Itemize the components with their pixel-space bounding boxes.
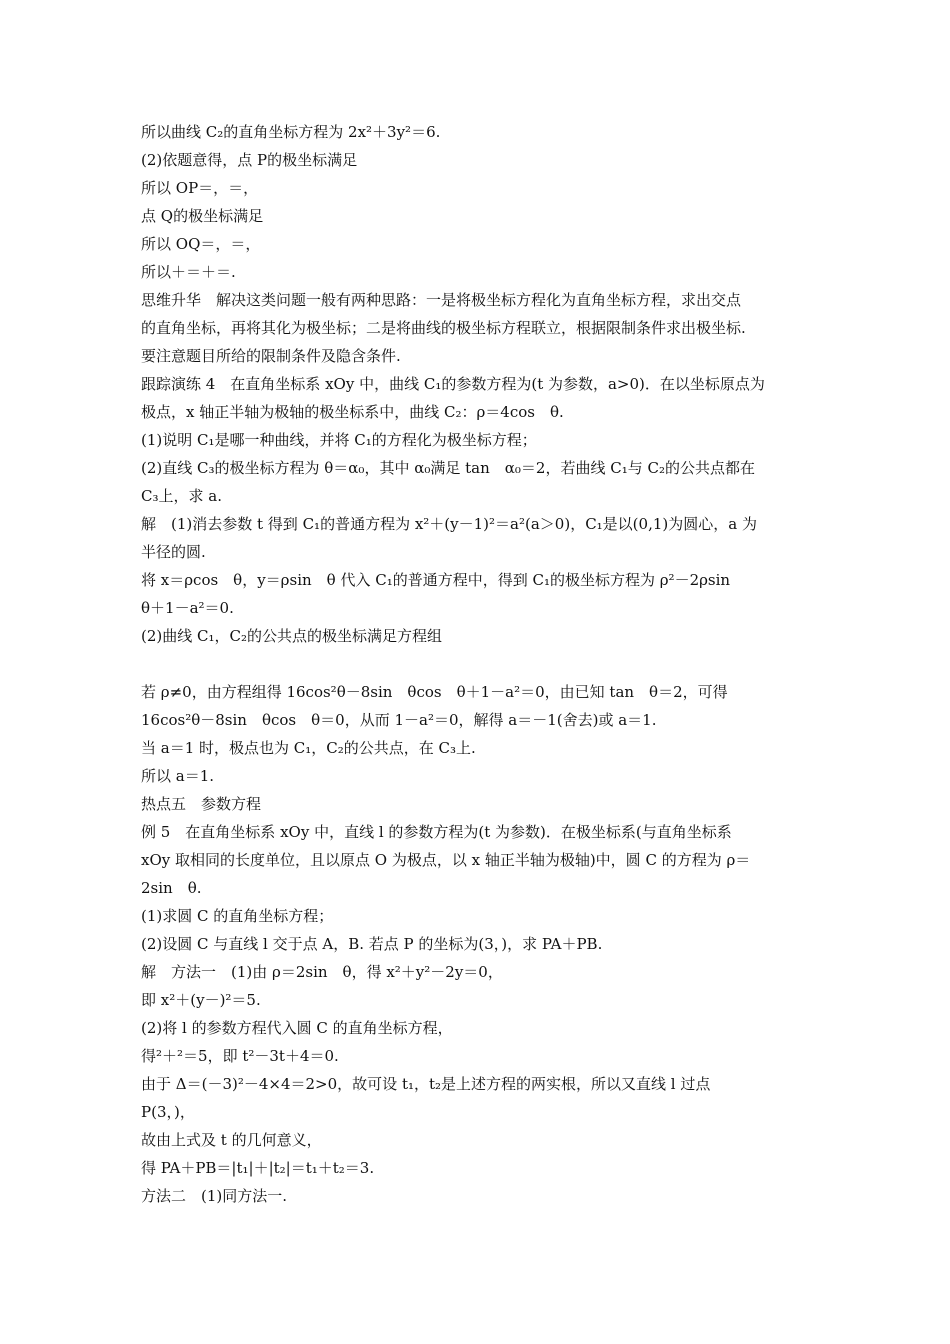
document-body bbox=[141, 118, 821, 1210]
text-line: 所以 a＝1. bbox=[141, 767, 215, 785]
text-line: 当 a＝1 时，极点也为 C₁，C₂的公共点，在 C₃上. bbox=[141, 739, 476, 757]
text-line bbox=[141, 650, 821, 678]
text-line: 即 x²＋(y－)²＝5. bbox=[141, 991, 261, 1009]
text-line: 例 5 在直角坐标系 xOy 中，直线 l 的参数方程为(t 为参数)．在极坐标系(与直角坐标系 bbox=[141, 823, 732, 841]
text-line: (2)依题意得，点 P的极坐标满足 bbox=[141, 151, 358, 169]
text-line: 16cos²θ－8sin θcos θ＝0，从而 1－a²＝0，解得 a＝－1(舍去)或 a＝1. bbox=[141, 711, 657, 729]
text-line: (2)直线 C₃的极坐标方程为 θ＝α₀，其中 α₀满足 tan α₀＝2，若曲线 C₁与 C₂的公共点都在 bbox=[141, 459, 755, 477]
text-line: xOy 取相同的长度单位，且以原点 O 为极点，以 x 轴正半轴为极轴)中，圆 C 的方程为 ρ＝ bbox=[141, 851, 751, 869]
text-line: 故由上式及 t 的几何意义， bbox=[141, 1131, 322, 1149]
text-line: (2)设圆 C 与直线 l 交于点 A，B. 若点 P 的坐标为(3，)，求 PA＋PB. bbox=[141, 935, 603, 953]
text-line: 得 PA＋PB＝|t₁|＋|t₂|＝t₁＋t₂＝3. bbox=[141, 1159, 375, 1177]
text-line: 2sin θ. bbox=[141, 879, 202, 897]
text-line: 得²＋²＝5，即 t²－3t＋4＝0. bbox=[141, 1047, 339, 1065]
text-line: 方法二 (1)同方法一. bbox=[141, 1187, 288, 1205]
text-line: 思维升华 解决这类问题一般有两种思路：一是将极坐标方程化为直角坐标方程，求出交点 bbox=[141, 291, 742, 309]
text-line: 要注意题目所给的限制条件及隐含条件. bbox=[141, 347, 401, 365]
text-line: P(3，)， bbox=[141, 1103, 195, 1121]
text-line: 所以 OP＝，＝， bbox=[141, 179, 259, 197]
text-line: C₃上，求 a. bbox=[141, 487, 222, 505]
text-line: 解 (1)消去参数 t 得到 C₁的普通方程为 x²＋(y－1)²＝a²(a＞0)，C₁是以(0,1)为圆心，a 为 bbox=[141, 515, 757, 533]
text-line: 由于 Δ＝(－3)²－4×4＝2>0，故可设 t₁，t₂是上述方程的两实根，所以又直线 l 过点 bbox=[141, 1075, 711, 1093]
text-line: (1)说明 C₁是哪一种曲线，并将 C₁的方程化为极坐标方程； bbox=[141, 431, 537, 449]
text-line: 若 ρ≠0，由方程组得 16cos²θ－8sin θcos θ＋1－a²＝0，由已知 tan θ＝2，可得 bbox=[141, 683, 728, 701]
text-line: θ＋1－a²＝0. bbox=[141, 599, 234, 617]
text-line: 所以曲线 C₂的直角坐标方程为 2x²＋3y²＝6. bbox=[141, 123, 441, 141]
text-line: (2)曲线 C₁，C₂的公共点的极坐标满足方程组 bbox=[141, 627, 442, 645]
text-line: 跟踪演练 4 在直角坐标系 xOy 中，曲线 C₁的参数方程为(t 为参数，a>0)．在以坐标原点为 bbox=[141, 375, 765, 393]
text-line: 所以 OQ＝，＝， bbox=[141, 235, 261, 253]
text-line: 热点五 参数方程 bbox=[141, 795, 262, 813]
text-line: 半径的圆. bbox=[141, 543, 206, 561]
text-line: (2)将 l 的参数方程代入圆 C 的直角坐标方程， bbox=[141, 1019, 453, 1037]
text-line: 解 方法一 (1)由 ρ＝2sin θ，得 x²＋y²－2y＝0， bbox=[141, 963, 503, 981]
text-line: (1)求圆 C 的直角坐标方程； bbox=[141, 907, 334, 925]
text-line: 所以＋＝＋＝. bbox=[141, 263, 236, 281]
text-line: 的直角坐标，再将其化为极坐标；二是将曲线的极坐标方程联立，根据限制条件求出极坐标. bbox=[141, 319, 746, 337]
text-line: 点 Q的极坐标满足 bbox=[141, 207, 264, 225]
text-line: 将 x＝ρcos θ，y＝ρsin θ 代入 C₁的普通方程中，得到 C₁的极坐标方程为 ρ²－2ρsin bbox=[141, 571, 731, 589]
text-line: 极点，x 轴正半轴为极轴的极坐标系中，曲线 C₂：ρ＝4cos θ. bbox=[141, 403, 564, 421]
